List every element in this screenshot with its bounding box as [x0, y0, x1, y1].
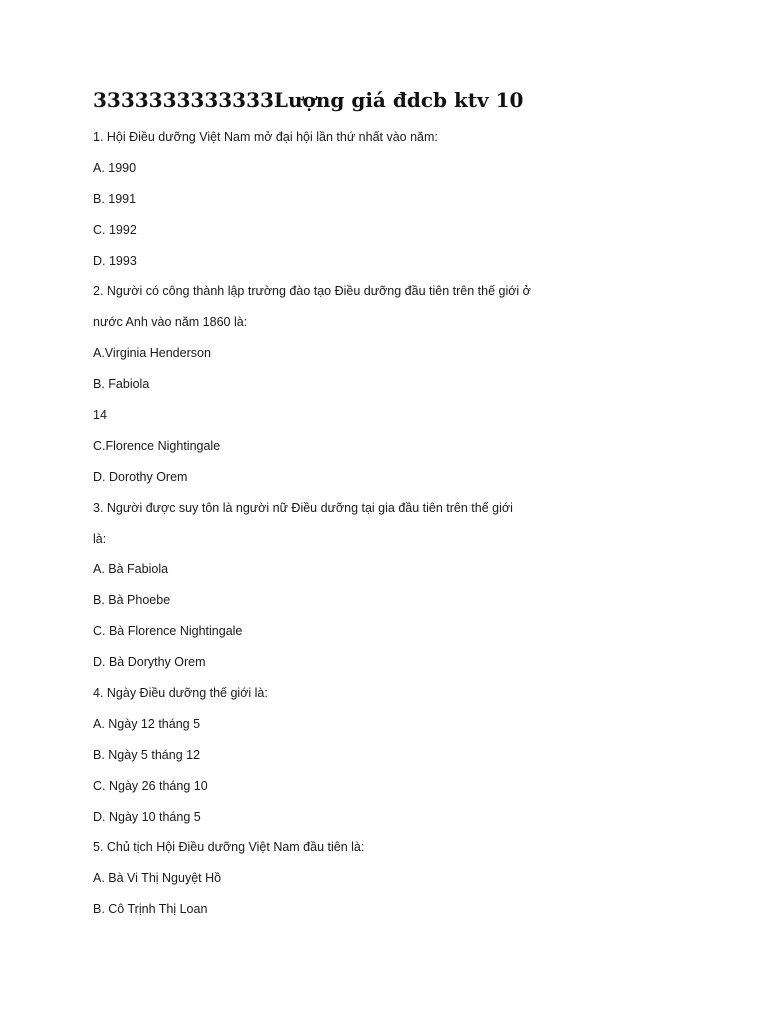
- text-line: 2. Người có công thành lập trường đào tạo Điều dưỡng đầu tiên trên thế giới ở: [93, 284, 531, 299]
- text-line: C. Ngày 26 tháng 10: [93, 778, 208, 793]
- text-line: A. Bà Fabiola: [93, 562, 169, 577]
- text-line: A. Bà Vi Thị Nguyệt Hồ: [93, 871, 222, 886]
- text-line: 5. Chủ tịch Hội Điều dưỡng Việt Nam đầu tiên là:: [93, 840, 365, 855]
- text-line: D. Bà Dorythy Orem: [93, 655, 206, 670]
- text-line: C.Florence Nightingale: [93, 438, 221, 453]
- text-line: C. Bà Florence Nightingale: [93, 624, 243, 639]
- text-line: A. Ngày 12 tháng 5: [93, 716, 201, 731]
- text-line: A.Virginia Henderson: [93, 346, 211, 361]
- text-line: B. Ngày 5 tháng 12: [93, 747, 201, 762]
- text-line: 4. Ngày Điều dưỡng thế giới là:: [93, 686, 268, 701]
- question-list: [93, 126, 531, 929]
- text-line: D. Ngày 10 tháng 5: [93, 809, 201, 824]
- text-line: B. Fabiola: [93, 377, 150, 392]
- text-line: là:: [93, 531, 107, 546]
- text-line: A. 1990: [93, 160, 137, 175]
- text-line: D. 1993: [93, 253, 137, 268]
- text-line: C. 1992: [93, 222, 137, 237]
- text-line: nước Anh vào năm 1860 là:: [93, 315, 248, 330]
- text-line: 1. Hội Điều dưỡng Việt Nam mở đại hội lần thứ nhất vào năm:: [93, 130, 438, 144]
- page-number: 14: [93, 408, 107, 423]
- document-title: 3333333333333Lượng giá đdcb ktv 10: [93, 88, 524, 112]
- text-line: B. 1991: [93, 191, 137, 206]
- text-line: 3. Người được suy tôn là người nữ Điều dưỡng tại gia đầu tiên trên thế giới: [93, 500, 513, 515]
- text-line: D. Dorothy Orem: [93, 469, 188, 484]
- text-line: B. Bà Phoebe: [93, 593, 171, 608]
- text-line: B. Cô Trịnh Thị Loan: [93, 902, 208, 917]
